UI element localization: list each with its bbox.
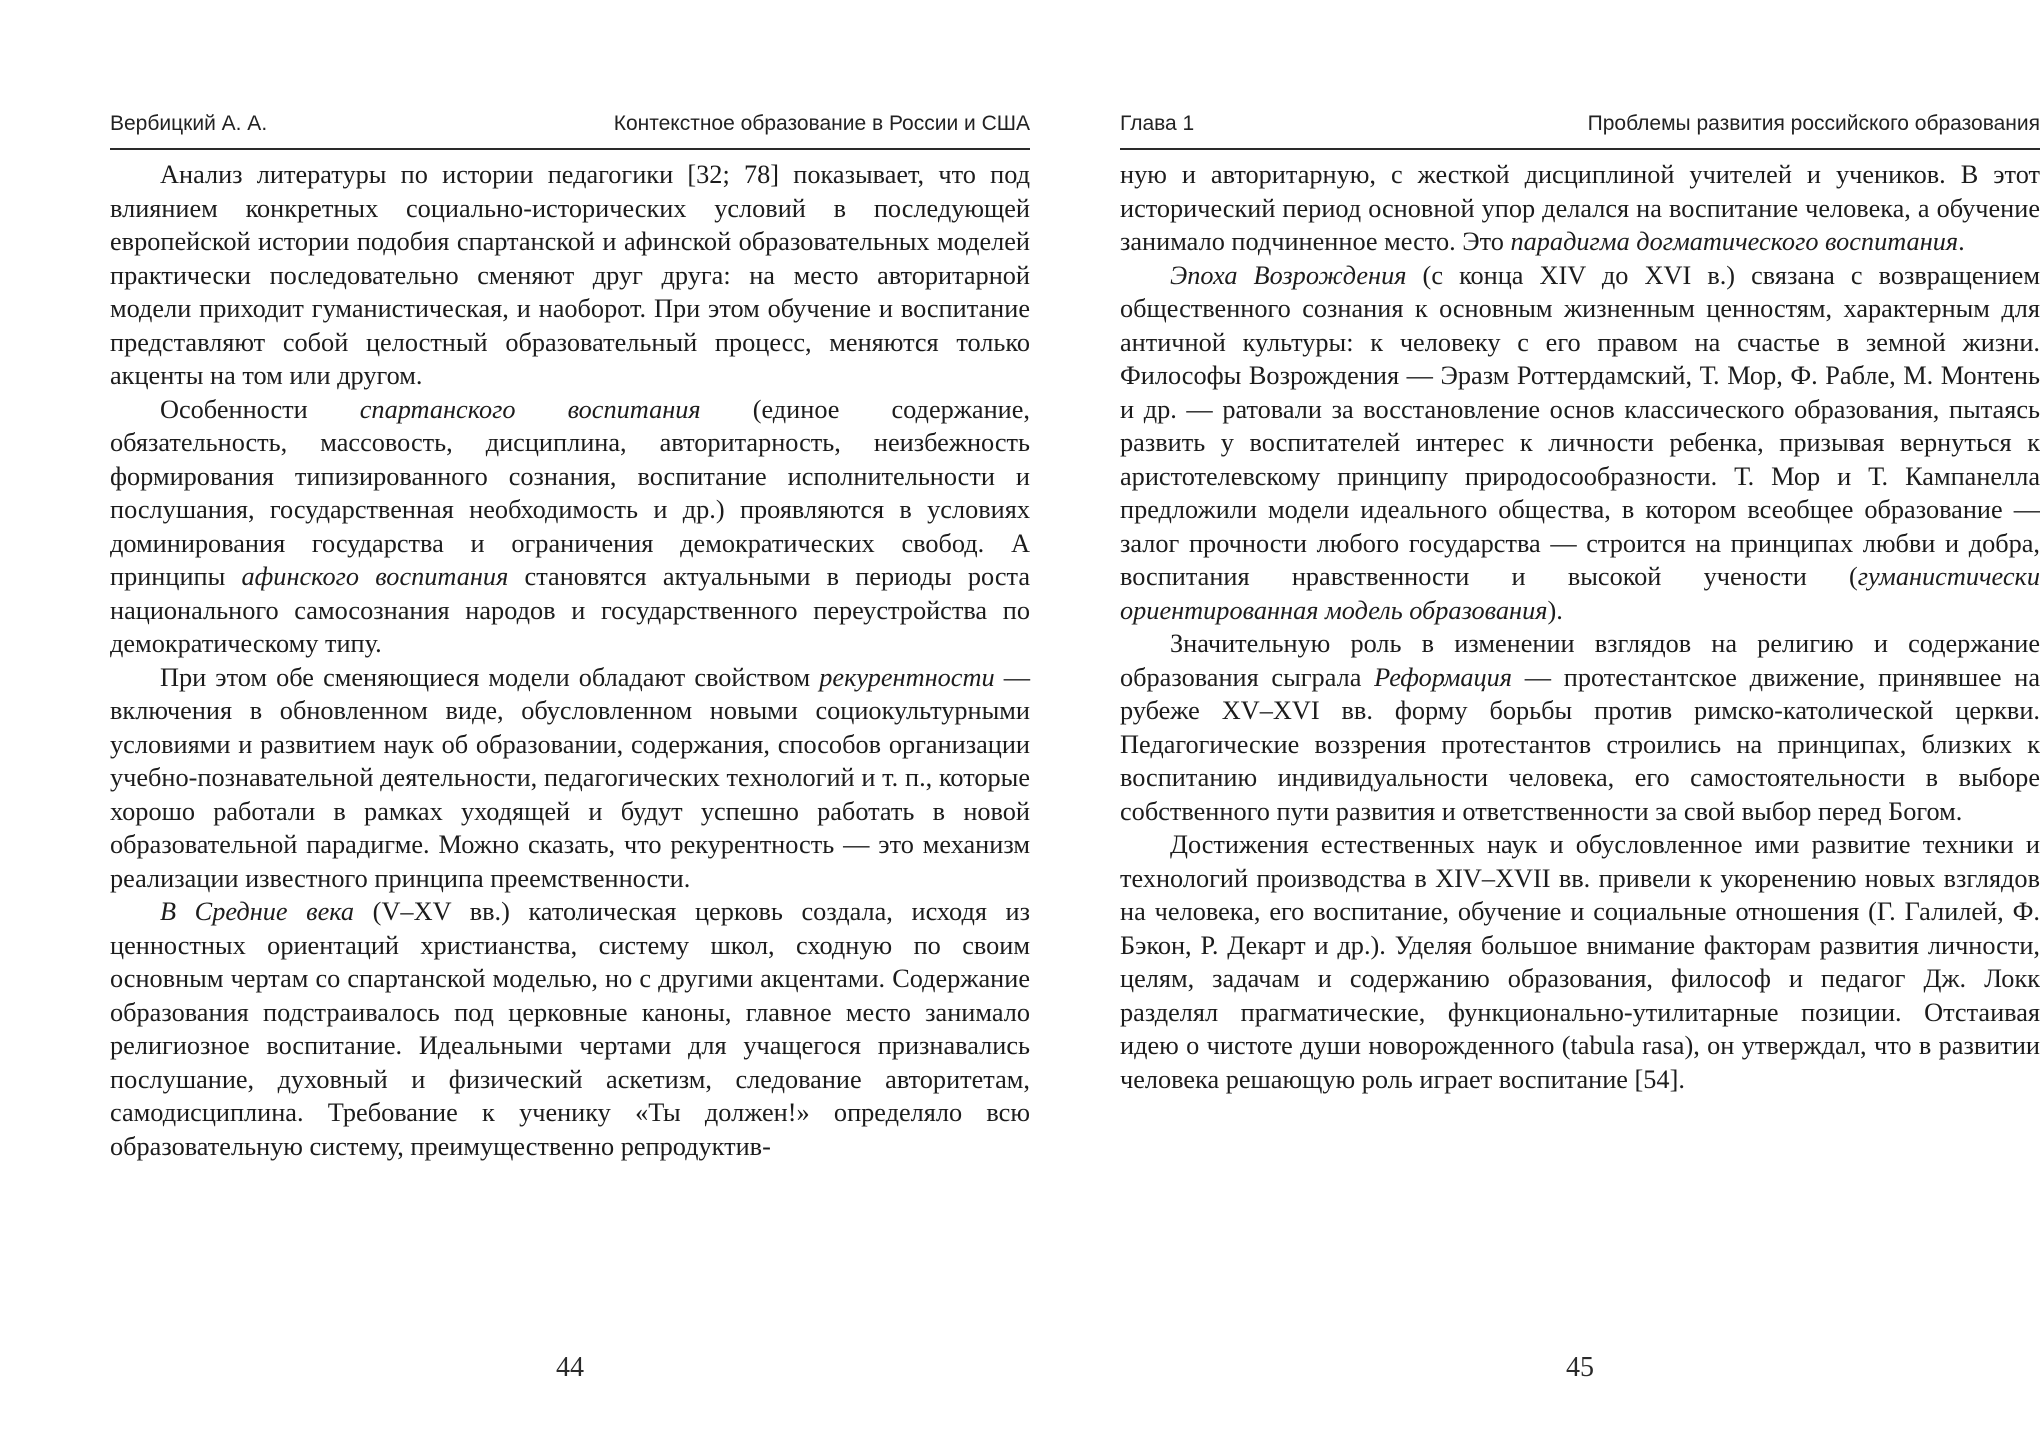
- header-book-title: Контекстное образование в России и США: [613, 112, 1030, 135]
- running-header: [1120, 112, 2040, 136]
- paragraph: Достижения естественных наук и обусловленное ими развитие техники и технологий производства в XIV–XVII вв. привели к укоренению новых взглядов на человека, его воспитание, обучение и социальные отношения (Г. Галилей, Ф. Бэкон, Р. Декарт и др.). Уделяя большое внимание факторам развития личности, целям, задачам и содержанию образования, философ и педагог Дж. Локк разделял прагматические, функционально-утилитарные позиции. Отстаивая идею о чистоте души новорожденного (tabula rasa), он утверждал, что в развитии человека решающую роль играет воспитание [54].: [1120, 830, 2040, 1094]
- page-number: 45: [1566, 1352, 1594, 1383]
- italic-term: спартанского воспитания: [359, 394, 701, 424]
- header-author: Вербицкий А. А.: [110, 112, 268, 135]
- header-chapter: Глава 1: [1120, 112, 1195, 135]
- italic-term: Эпоха Возрождения: [1170, 260, 1407, 290]
- page-body: [110, 158, 1030, 1163]
- italic-term: парадигма догматического воспитания: [1510, 227, 1959, 256]
- paragraph: Эпоха Возрождения (с конца XIV до XVI в.) связана с возвращением общественного сознания к основным жизненным ценностям, характерным для античной культуры: к человеку с его правом на счастье в земной жизни. Философы Возрождения — Эразм Роттердамский, Т. Мор, Ф. Рабле, М. Монтень и др. — ратовали за восстановление основ классического образования, пытаясь развить у воспитателей интерес к личности ребенка, призывая вернуться к аристотелевскому принципу природосообразности. Т. Мор и Т. Кампанелла предложили модели идеального общества, в котором всеобщее образование — залог прочности любого государства — строится на принципах любви и добра, воспитания нравственности и высокой учености (гуманистически ориентированная модель образования).: [1120, 260, 2040, 625]
- italic-term: Реформация: [1374, 662, 1513, 692]
- italic-term: рекурентности: [819, 662, 995, 692]
- italic-term: В Средние века: [160, 897, 355, 926]
- header-chapter-title: Проблемы развития российского образования: [1587, 112, 2040, 135]
- header-rule: [110, 148, 1030, 150]
- page-body: [1120, 158, 2040, 1096]
- paragraph: ную и авторитарную, с жесткой дисциплиной учителей и учеников. В этот исторический период основной упор делался на воспитание человека, а обучение занимало подчиненное место. Это парадигма догматического воспитания.: [1120, 160, 2040, 256]
- paragraph: Значительную роль в изменении взглядов на религию и содержание образования сыграла Реформация — протестантское движение, принявшее на рубеже XV–XVI вв. форму борьбы против римско-католической церкви. Педагогические воззрения протестантов строились на принципах, близких к воспитанию индивидуальности человека, его самостоятельности в выборе собственного пути развития и ответственности за свой выбор перед Богом.: [1120, 629, 2040, 826]
- left-page: [110, 0, 1030, 1443]
- page-number: 44: [556, 1352, 584, 1383]
- header-rule: [1120, 148, 2040, 150]
- running-header: [110, 112, 1030, 136]
- italic-term: гуманистически ориентированная модель образования: [1120, 562, 2040, 625]
- paragraph: Анализ литературы по истории педагогики [32; 78] показывает, что под влиянием конкретных социально-исторических условий в последующей европейской истории подобия спартанской и афинской образовательных моделей практически последовательно сменяют друг друга: на место авторитарной модели приходит гуманистическая, и наоборот. При этом обучение и воспитание представляют собой целостный образовательный процесс, меняются только акценты на том или другом.: [110, 160, 1030, 390]
- right-page: [1120, 0, 2040, 1443]
- paragraph: Особенности спартанского воспитания (единое содержание, обязательность, массовость, дисциплина, авторитарность, неизбежность формирования типизированного сознания, воспитание исполнительности и послушания, государственная необходимость и др.) проявляются в условиях доминирования государства и ограничения демократических свобод. А принципы афинского воспитания становятся актуальными в периоды роста национального самосознания народов и государственного переустройства по демократическому типу.: [110, 394, 1030, 658]
- paragraph: В Средние века (V–XV вв.) католическая церковь создала, исходя из ценностных ориентаций христианства, систему школ, сходную по своим основным чертам со спартанской моделью, но с другими акцентами. Содержание образования подстраивалось под церковные каноны, главное место занимало религиозное воспитание. Идеальными чертами для учащегося признавались послушание, духовный и физический аскетизм, следование авторитетам, самодисциплина. Требование к ученику «Ты должен!» определяло всю образовательную систему, преимущественно репродуктив-: [110, 897, 1030, 1161]
- italic-term: афинского воспитания: [241, 562, 509, 591]
- paragraph: При этом обе сменяющиеся модели обладают свойством рекурентности — включения в обновленном виде, обусловленном новыми социокультурными условиями и развитием наук об образовании, содержания, способов организации учебно-познавательной деятельности, педагогических технологий и т. п., которые хорошо работали в рамках уходящей и будут успешно работать в новой образовательной парадигме. Можно сказать, что рекурентность — это механизм реализации известного принципа преемственности.: [110, 662, 1030, 893]
